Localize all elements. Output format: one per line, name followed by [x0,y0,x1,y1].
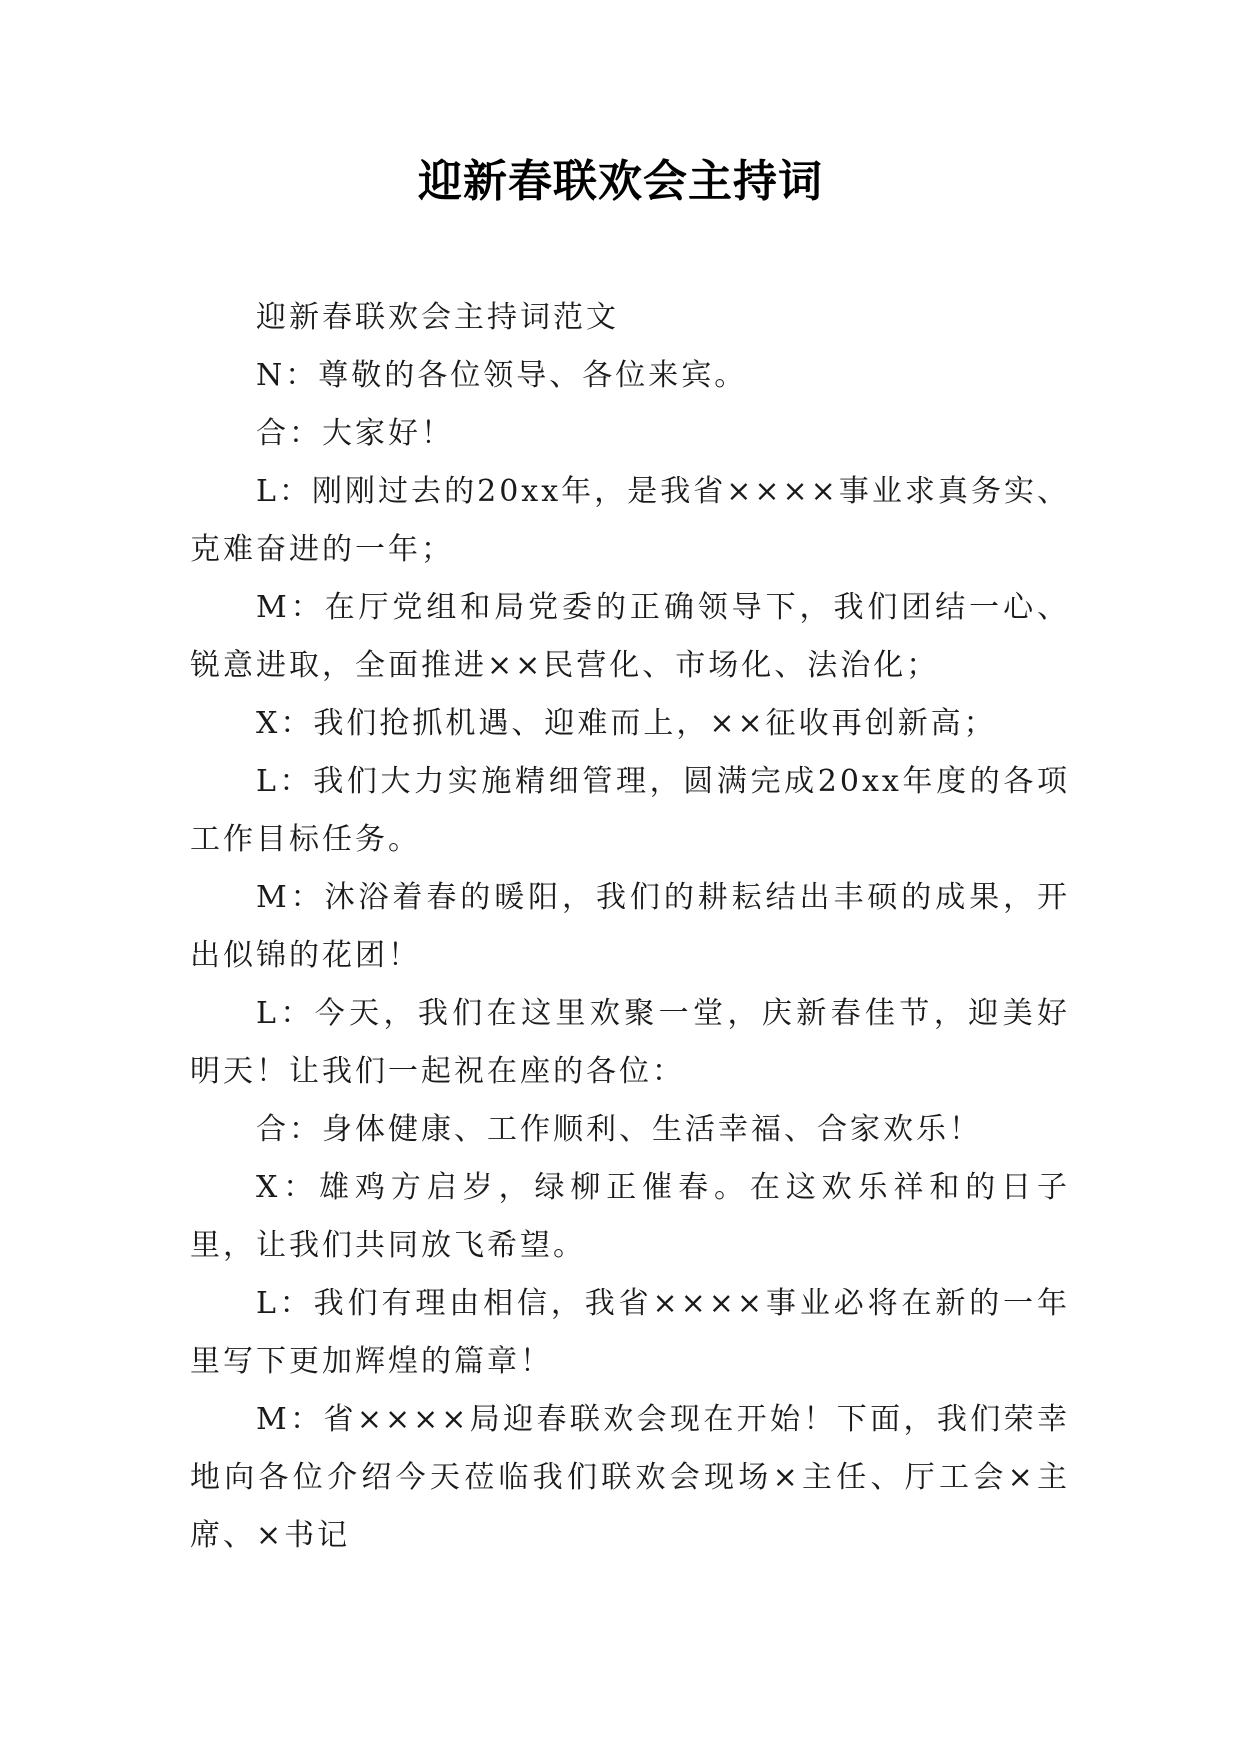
paragraph-6: X：我们抢抓机遇、迎难而上，××征收再创新高； [256,706,997,741]
paragraph-7: L：我们大力实施精细管理，圆满完成20xx年度的各项工作目标任务。 [190,764,1070,857]
document-title: 迎新春联欢会主持词 [418,156,823,207]
paragraph-10: 合：身体健康、工作顺利、生活幸福、合家欢乐！ [256,1112,982,1147]
paragraph-12: L：我们有理由相信，我省××××事业必将在新的一年里写下更加辉煌的篇章！ [190,1286,1070,1379]
paragraph-4: L：刚刚过去的20xx年，是我省××××事业求真务实、克难奋进的一年； [190,474,1070,567]
paragraph-9: L：今天，我们在这里欢聚一堂，庆新春佳节，迎美好明天！让我们一起祝在座的各位： [190,996,1070,1089]
paragraph-13: M：省××××局迎春联欢会现在开始！下面，我们荣幸地向各位介绍今天莅临我们联欢会现场×主任、厅工会×主席、×书记 [190,1402,1070,1553]
paragraph-2: N：尊敬的各位领导、各位来宾。 [256,358,748,393]
paragraph-5: M：在厅党组和局党委的正确领导下，我们团结一心、锐意进取，全面推进××民营化、市场化、法治化； [190,590,1070,683]
paragraph-1: 迎新春联欢会主持词范文 [256,300,619,335]
paragraph-3: 合：大家好！ [256,416,454,451]
document-body [190,289,1070,1565]
paragraph-11: X：雄鸡方启岁，绿柳正催春。在这欢乐祥和的日子里，让我们共同放飞希望。 [190,1170,1070,1263]
paragraph-8: M：沐浴着春的暖阳，我们的耕耘结出丰硕的成果，开出似锦的花团！ [190,880,1070,973]
